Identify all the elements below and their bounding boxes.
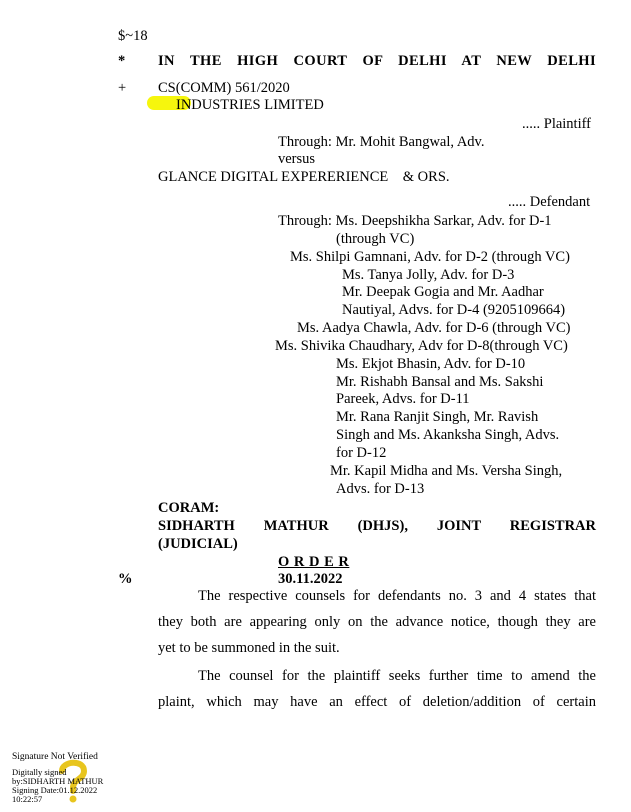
counsel-line: Ms. Shilpi Gamnani, Adv. for D-2 (through VC) [290, 249, 570, 265]
coram-label: CORAM: [158, 500, 220, 516]
percent-mark: % [118, 571, 133, 587]
defendant-role: ..... Defendant [508, 194, 591, 210]
order-title: O R D E R [278, 554, 350, 570]
counsel-line: (through VC) [336, 231, 415, 247]
plaintiff-name: INDUSTRIES LIMITED [176, 97, 324, 113]
order-paragraph-line: they both are appearing only on the advance notice, though they are [158, 614, 596, 630]
order-paragraph-line: yet to be summoned in the suit. [158, 640, 340, 656]
order-date: 30.11.2022 [278, 571, 343, 587]
counsel-line: Through: Ms. Deepshikha Sarkar, Adv. for D-1 [278, 213, 552, 229]
counsel-line: Singh and Ms. Akanksha Singh, Advs. [336, 427, 560, 443]
order-paragraph-line: The counsel for the plaintiff seeks further time to amend the [198, 668, 596, 684]
counsel-line: Pareek, Advs. for D-11 [336, 391, 470, 407]
plus-mark: + [118, 80, 127, 96]
counsel-line: Mr. Rishabh Bansal and Ms. Sakshi [336, 374, 544, 390]
plaintiff-role: ..... Plaintiff [522, 116, 592, 132]
versus-label: versus [278, 151, 316, 167]
counsel-line: Mr. Kapil Midha and Ms. Versha Singh, [330, 463, 563, 479]
order-paragraph-line: plaint, which may have an effect of deletion/addition of certain [158, 694, 596, 710]
counsel-line: Mr. Deepak Gogia and Mr. Aadhar [342, 284, 544, 300]
signature-date: Signing Date:01.12.2022 [12, 785, 98, 795]
coram-judge-designation: (JUDICIAL) [158, 536, 238, 552]
signature-signer: by:SIDHARTH MATHUR [12, 776, 104, 786]
star-mark: * [118, 53, 126, 69]
signature-status: Signature Not Verified [12, 752, 98, 762]
court-title: IN THE HIGH COURT OF DELHI AT NEW DELHI [158, 53, 596, 69]
case-number: CS(COMM) 561/2020 [158, 80, 290, 96]
counsel-line: Advs. for D-13 [336, 481, 425, 497]
order-paragraph-line: The respective counsels for defendants no. 3 and 4 states that [198, 588, 596, 604]
counsel-line: Ms. Tanya Jolly, Adv. for D-3 [342, 267, 515, 283]
defendant-name: GLANCE DIGITAL EXPERERIENCE & ORS. [158, 169, 450, 185]
signature-time: 10:22:57 [12, 794, 43, 804]
plaintiff-counsel: Through: Mr. Mohit Bangwal, Adv. [278, 134, 485, 150]
coram-judge: SIDHARTH MATHUR (DHJS), JOINT REGISTRAR [158, 518, 596, 534]
case-code: $~18 [118, 28, 148, 44]
counsel-line: for D-12 [336, 445, 387, 461]
counsel-line: Ms. Ekjot Bhasin, Adv. for D-10 [336, 356, 526, 372]
signature-line: Digitally signed [12, 767, 67, 777]
counsel-line: Ms. Aadya Chawla, Adv. for D-6 (through VC) [297, 320, 571, 336]
counsel-line: Nautiyal, Advs. for D-4 (9205109664) [342, 302, 566, 318]
counsel-line: Mr. Rana Ranjit Singh, Mr. Ravish [336, 409, 539, 425]
counsel-line: Ms. Shivika Chaudhary, Adv for D-8(through VC) [275, 338, 568, 354]
